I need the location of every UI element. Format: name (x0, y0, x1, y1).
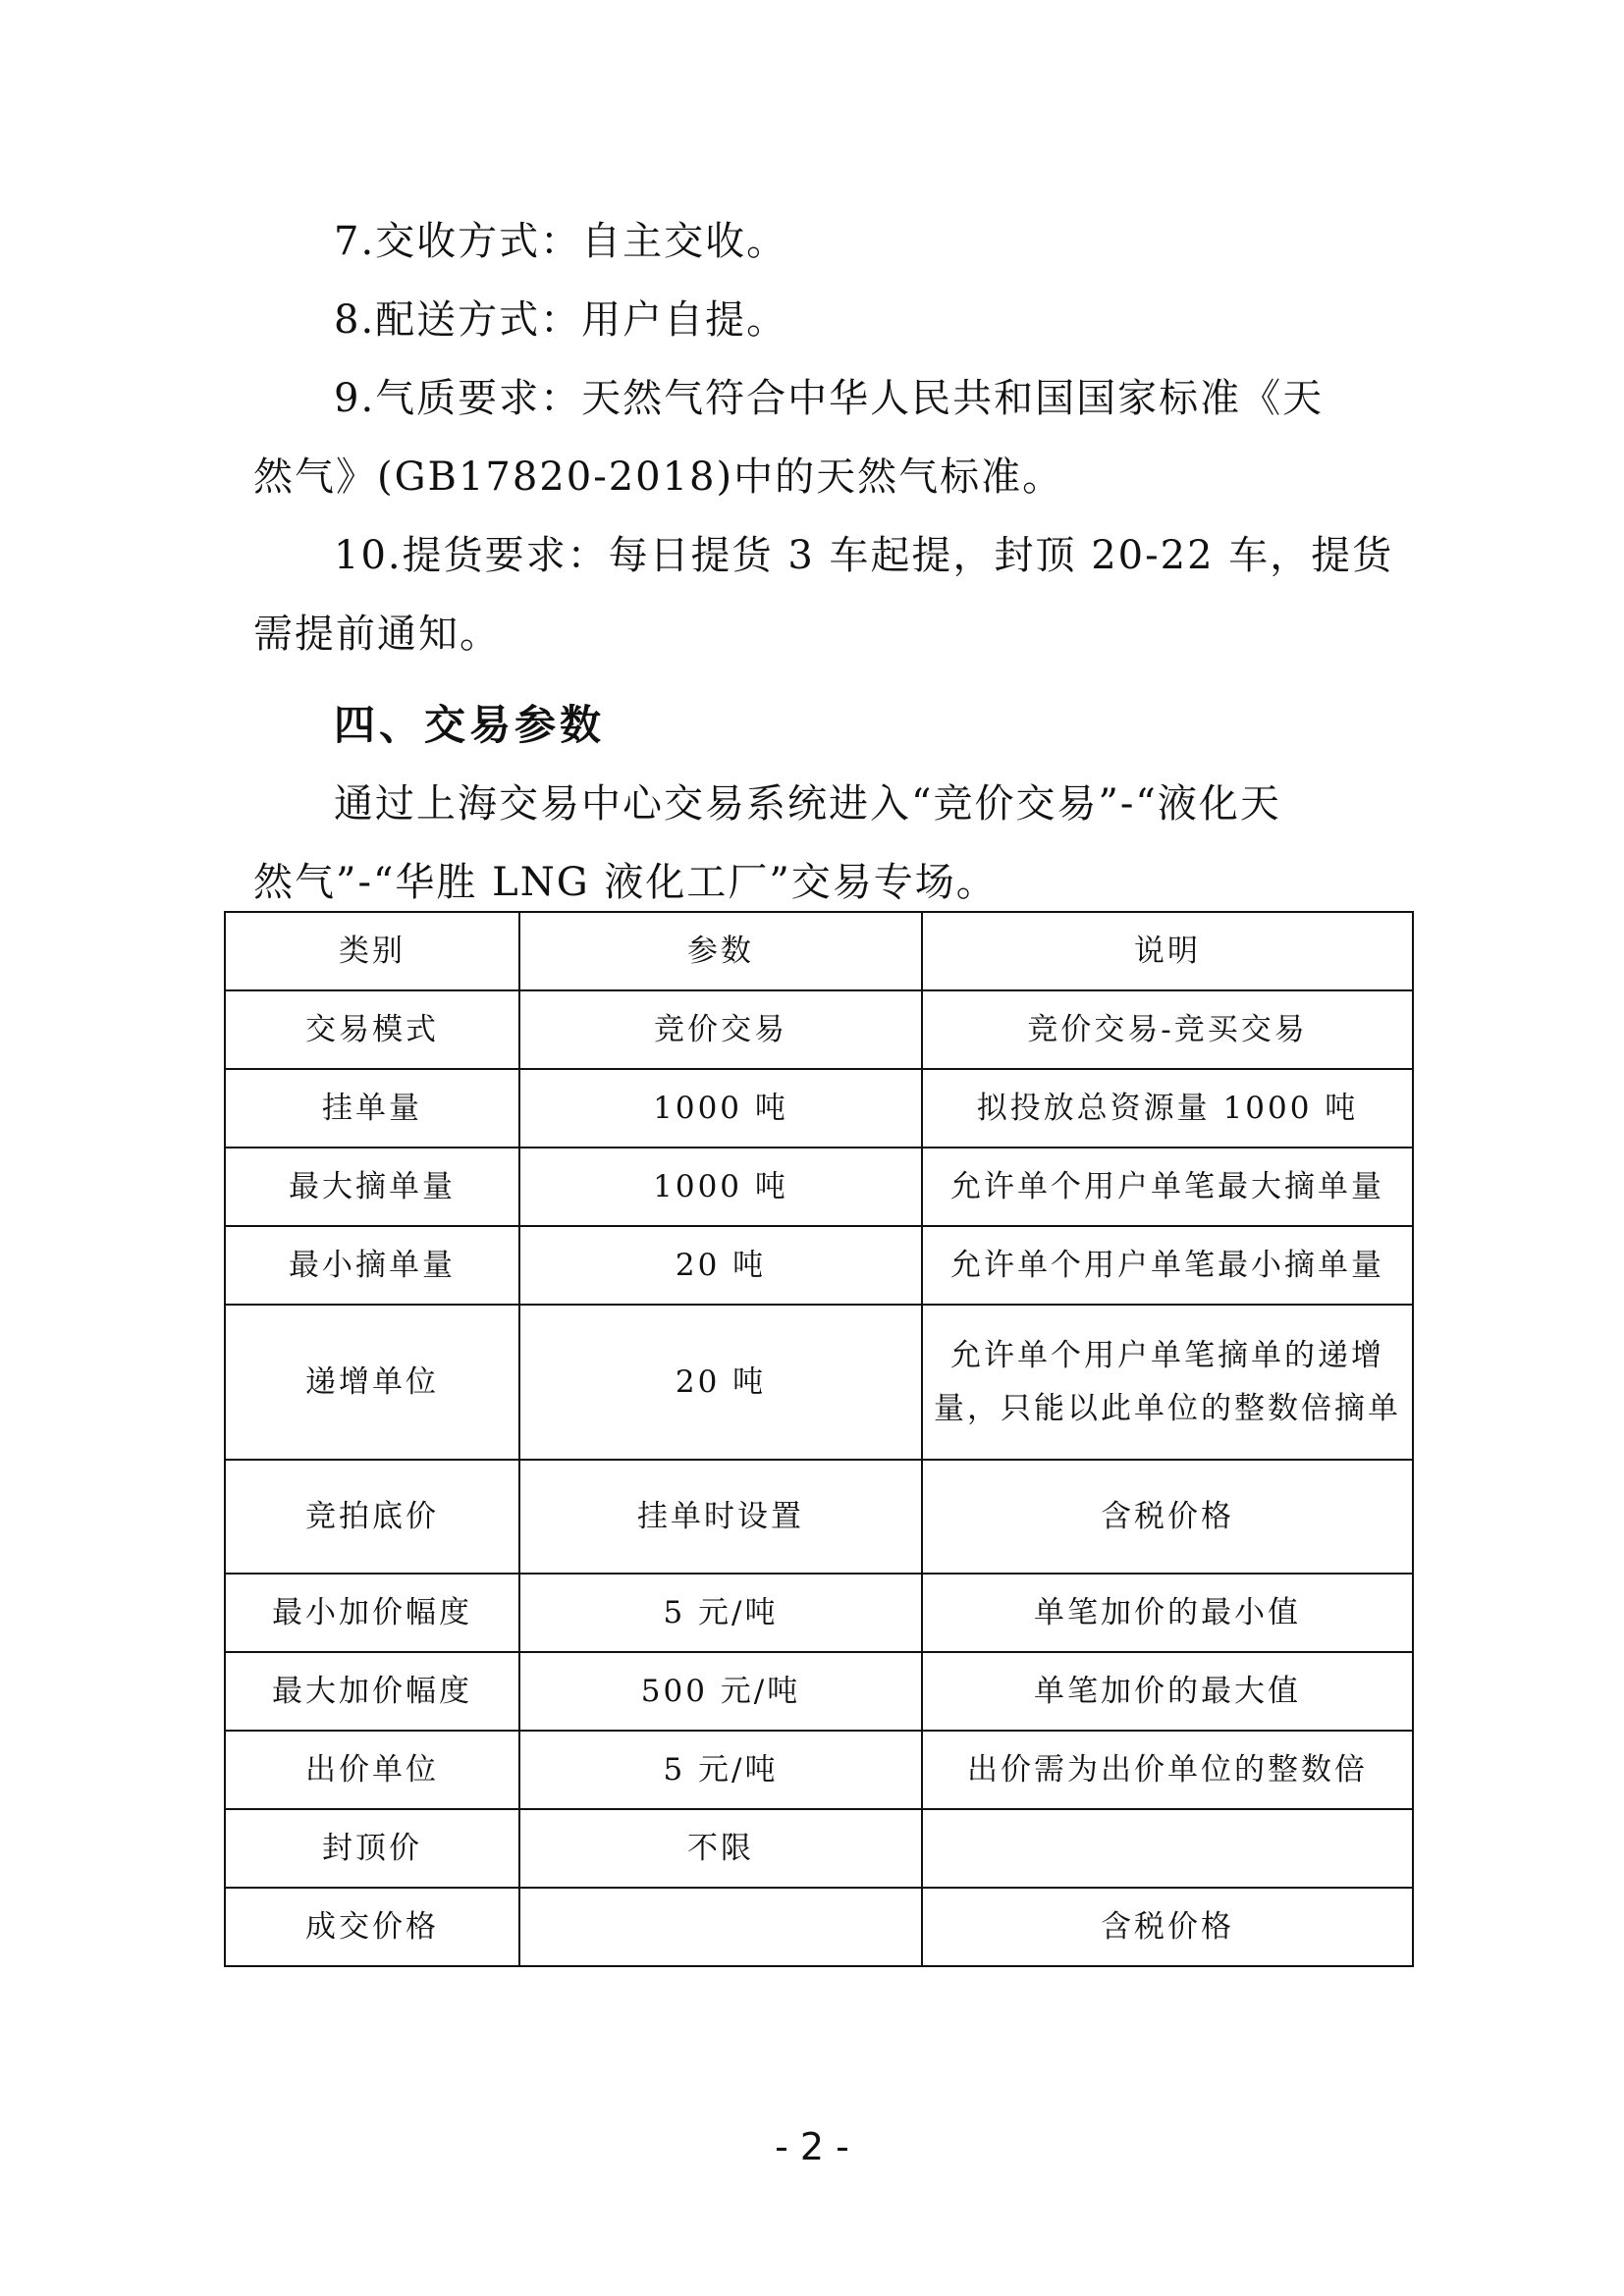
table-cell-category: 最大摘单量 (225, 1148, 519, 1226)
table-cell-category: 竞拍底价 (225, 1460, 519, 1574)
table-cell-param: 1000 吨 (519, 1069, 922, 1148)
table-cell-note: 拟投放总资源量 1000 吨 (922, 1069, 1413, 1148)
table-cell-param: 5 元/吨 (519, 1574, 922, 1652)
paragraph-gas-quality-line1: 9.气质要求：天然气符合中华人民共和国国家标准《天 (334, 376, 1325, 421)
paragraph-distribution-method: 8.配送方式：用户自提。 (334, 297, 788, 343)
table-cell-category: 交易模式 (225, 990, 519, 1069)
table-cell-note: 竞价交易-竞买交易 (922, 990, 1413, 1069)
table-cell-param: 20 吨 (519, 1305, 922, 1460)
table-row (225, 1652, 1413, 1731)
section-heading-trading-parameters: 四、交易参数 (334, 701, 606, 749)
table-row (225, 1460, 1413, 1574)
table-cell-note: 含税价格 (922, 1888, 1413, 1966)
table-row (225, 1809, 1413, 1888)
table-row (225, 1305, 1413, 1460)
paragraph-delivery-method: 7.交收方式：自主交收。 (334, 219, 788, 264)
trading-parameters-table (224, 911, 1414, 1967)
table-cell-param (519, 1888, 922, 1966)
table-cell-category: 成交价格 (225, 1888, 519, 1966)
table-cell-param: 竞价交易 (519, 990, 922, 1069)
table-cell-note (922, 1809, 1413, 1888)
table-cell-note: 单笔加价的最大值 (922, 1652, 1413, 1731)
table-cell-param: 500 元/吨 (519, 1652, 922, 1731)
table-cell-param: 5 元/吨 (519, 1731, 922, 1809)
table-cell-param: 1000 吨 (519, 1148, 922, 1226)
table-header-cell: 说明 (922, 912, 1413, 990)
page-number: - 2 - (775, 2125, 849, 2168)
table-cell-param: 20 吨 (519, 1226, 922, 1305)
table-cell-category: 最小摘单量 (225, 1226, 519, 1305)
table-cell-note-line: 量，只能以此单位的整数倍摘单 (934, 1391, 1401, 1426)
table-cell-category: 封顶价 (225, 1809, 519, 1888)
table-header-cell: 参数 (519, 912, 922, 990)
table-cell-note-line: 允许单个用户单笔摘单的递增 (950, 1338, 1384, 1373)
table-cell-category: 最小加价幅度 (225, 1574, 519, 1652)
table-cell-note: 出价需为出价单位的整数倍 (922, 1731, 1413, 1809)
section-intro-line2: 然气”-“华胜 LNG 液化工厂”交易专场。 (253, 860, 998, 905)
table-cell-category: 挂单量 (225, 1069, 519, 1148)
table-row (225, 1888, 1413, 1966)
table-row (225, 1148, 1413, 1226)
paragraph-pickup-requirement-line1: 10.提货要求：每日提货 3 车起提，封顶 20-22 车，提货 (334, 533, 1394, 578)
table-cell-note: 允许单个用户单笔最小摘单量 (922, 1226, 1413, 1305)
table-cell-param: 不限 (519, 1809, 922, 1888)
table-row (225, 1731, 1413, 1809)
table-cell-note (922, 1305, 1413, 1460)
table-cell-category: 递增单位 (225, 1305, 519, 1460)
table-row (225, 1069, 1413, 1148)
table-row (225, 1226, 1413, 1305)
table-row (225, 1574, 1413, 1652)
table-header-cell: 类别 (225, 912, 519, 990)
table-cell-note: 允许单个用户单笔最大摘单量 (922, 1148, 1413, 1226)
section-intro-line1: 通过上海交易中心交易系统进入“竞价交易”-“液化天 (334, 781, 1281, 827)
paragraph-pickup-requirement-line2: 需提前通知。 (253, 612, 501, 657)
table-cell-category: 出价单位 (225, 1731, 519, 1809)
table-cell-note: 单笔加价的最小值 (922, 1574, 1413, 1652)
table-header-row (225, 912, 1413, 990)
table-row (225, 990, 1413, 1069)
table-cell-note: 含税价格 (922, 1460, 1413, 1574)
table-cell-category: 最大加价幅度 (225, 1652, 519, 1731)
paragraph-gas-quality-line2: 然气》(GB17820-2018)中的天然气标准。 (253, 454, 1064, 500)
table-cell-param: 挂单时设置 (519, 1460, 922, 1574)
